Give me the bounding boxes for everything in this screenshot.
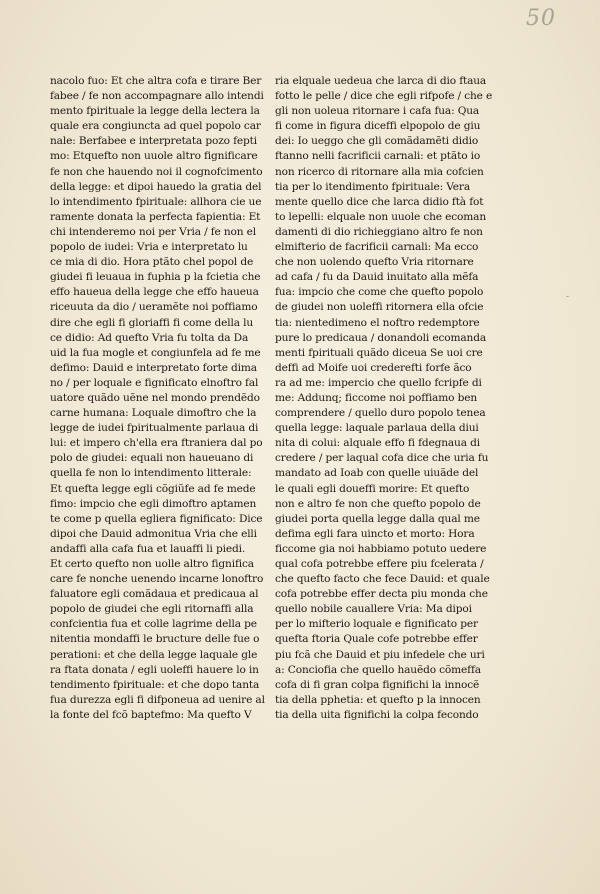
text-line: defimo: Dauid e interpretato forte dima bbox=[50, 361, 257, 374]
text-line: ria elquale uedeua che larca di dio ftaua bbox=[275, 75, 487, 87]
margin-mark: - bbox=[566, 292, 570, 302]
text-line: tia: nientedimeno el noftro redemptore bbox=[275, 316, 480, 329]
text-line: qual cofa potrebbe effere piu fcelerata / bbox=[275, 558, 484, 570]
text-line: deffi ad Moife uoi crederefti forfe ãco bbox=[275, 361, 472, 374]
text-line: Et quefta legge egli cõgiũfe ad fe mede bbox=[50, 482, 256, 495]
text-line: quella fe non lo intendimento litterale: bbox=[50, 467, 252, 480]
text-line: ftanno nelli facrificii carnali: et ptãto io bbox=[275, 150, 481, 163]
text-line: quale era congiuncta ad quel popolo car bbox=[50, 120, 261, 133]
text-line: defima egli fara uincto et morto: Hora bbox=[275, 527, 475, 540]
text-line: credere / per laqual cofa dice che uria fu bbox=[275, 452, 489, 465]
folio-number: 50 bbox=[526, 6, 556, 31]
text-line: popolo de iudei: Vria e interpretato lu bbox=[50, 241, 248, 254]
text-line: nale: Berfabee e interpretata pozo fepti bbox=[50, 135, 257, 148]
text-line: to lepelli: elquale non uuole che ecoman bbox=[275, 210, 487, 223]
text-column-right bbox=[275, 74, 503, 723]
text-line: giudei fi leuaua in fuphia p la fcietia che bbox=[50, 271, 261, 284]
text-line: della legge: et dipoi hauedo la gratia del bbox=[50, 180, 262, 193]
text-line: tia della uita fignifichi la colpa fecondo bbox=[275, 708, 479, 721]
text-line: quella legge: laquale parlaua della diui bbox=[275, 422, 479, 435]
text-line: mandato ad Ioab con quelle uiuãde del bbox=[275, 467, 479, 480]
text-line: uid la fua mogle et congiunfela ad fe me bbox=[50, 346, 261, 359]
text-line: ficcome gia noi habbiamo potuto uedere bbox=[275, 542, 487, 555]
text-line: la fonte del fcõ baptefmo: Ma quefto V bbox=[50, 708, 252, 721]
text-line: per lo mifterio loquale e fignificato per bbox=[275, 618, 478, 631]
text-line: damenti di dio richieggiano altro fe non bbox=[275, 225, 483, 238]
text-line: tendimento fpirituale: et che dopo tanta bbox=[50, 678, 260, 691]
text-line: fe non che hauendo noi il cognofcimento bbox=[50, 165, 263, 178]
text-line: effo haueua della legge che effo haueua bbox=[50, 286, 259, 299]
text-line: andaffi alla cafa fua et lauaffi li piedi. bbox=[50, 542, 246, 555]
text-line: fua: impcio che come che quefto popolo bbox=[275, 286, 484, 299]
text-line: comprendere / quello duro popolo tenea bbox=[275, 407, 486, 420]
text-line: le quali egli doueffi morire: Et quefto bbox=[275, 482, 470, 495]
text-line: gli non uoleua ritornare i cafa fua: Qua bbox=[275, 105, 480, 118]
text-line: perationi: et che della legge laquale gle bbox=[50, 648, 258, 661]
text-line: elmifterio de facrificii carnali: Ma ecco bbox=[275, 241, 479, 254]
text-line: dei: Io ueggo che gli comãdamẽti didio bbox=[275, 135, 479, 148]
text-line: te come p quella egliera fignificato: Dice bbox=[50, 512, 263, 525]
text-line: no / per loquale e fignificato elnoftro fal bbox=[50, 376, 259, 389]
text-line: nita di colui: alquale effo fi fdegnaua di bbox=[275, 437, 480, 450]
text-line: faluatore egli comãdaua et predicaua al bbox=[50, 588, 259, 601]
text-line: pure lo predicaua / donandoli ecomanda bbox=[275, 331, 487, 344]
text-line: fua durezza egli fi difponeua ad uenire al bbox=[50, 693, 265, 706]
text-line: tia della pphetia: et quefto p la innocen bbox=[275, 693, 481, 706]
text-line: fimo: impcio che egli dimoftro aptamen bbox=[50, 497, 257, 510]
text-line: lo intendimento fpirituale: allhora cie ue bbox=[50, 195, 262, 208]
text-line: carne humana: Loquale dimoftro che la bbox=[50, 407, 257, 420]
text-line: che quefto facto che fece Dauid: et quale bbox=[275, 573, 490, 586]
text-line: che non uolendo quefto Vria ritornare bbox=[275, 256, 474, 269]
text-line: fi come in figura diceffi elpopolo de giu bbox=[275, 120, 481, 133]
text-line: mente quello dice che larca didio ftà fot bbox=[275, 195, 484, 208]
text-line: polo de giudei: equali non haueuano di bbox=[50, 452, 254, 465]
text-line: piu fcã che Dauid et piu infedele che uri bbox=[275, 648, 485, 661]
text-line: confcientia fua et colle lagrime della pe bbox=[50, 618, 257, 631]
text-line: ad cafa / fu da Dauid inuitato alla mẽfa bbox=[275, 271, 479, 284]
text-line: ce didio: Ad quefto Vria fu tolta da Da bbox=[50, 331, 249, 344]
text-line: dire che egli fi gloriaffi fi come della lu bbox=[50, 316, 253, 329]
text-line: ce mia di dio. Hora ptãto chel popol de bbox=[50, 256, 254, 269]
text-line: tia per lo itendimento fpirituale: Vera bbox=[275, 180, 471, 193]
text-line: popolo de giudei che egli ritornaffi alla bbox=[50, 603, 254, 616]
text-line: mo: Etquefto non uuole altro fignificare bbox=[50, 150, 258, 163]
text-line: de giudei non uoleffi ritornera ella ofcie bbox=[275, 301, 484, 314]
text-line: lui: et impero ch'ella era ftraniera dal po bbox=[50, 437, 263, 450]
text-line: nacolo fuo: Et che altra cofa e tirare Ber bbox=[50, 75, 262, 87]
text-line: cofa potrebbe effer decta piu monda che bbox=[275, 588, 488, 601]
text-line: non e altro fe non che quefto popolo de bbox=[275, 497, 481, 510]
text-line: non ricerco di ritornare alla mia cofcien bbox=[275, 165, 484, 178]
text-line: ramente donata la perfecta fapientia: Et bbox=[50, 210, 261, 223]
text-line: ra ad me: impercio che quello fcripfe di bbox=[275, 376, 482, 389]
text-line: cofa di fi gran colpa fignifichi la innocẽ bbox=[275, 678, 480, 691]
text-line: uatore quãdo uẽne nel mondo prendẽdo bbox=[50, 391, 260, 404]
text-line: mento fpirituale la legge della lectera la bbox=[50, 105, 260, 118]
text-line: legge de iudei fpiritualmente parlaua di bbox=[50, 422, 259, 435]
text-line: dipoi che Dauid admonitua Vria che elli bbox=[50, 527, 257, 540]
text-line: giudei porta quella legge dalla qual me bbox=[275, 512, 480, 525]
text-line: me: Addunq; ficcome noi poffiamo ben bbox=[275, 391, 477, 404]
text-line: Et certo quefto non uolle altro fignifica bbox=[50, 558, 254, 570]
text-line: fabee / fe non accompagnare allo intendi bbox=[50, 90, 264, 103]
text-line: fotto le pelle / dice che egli rifpofe / che e bbox=[275, 90, 493, 103]
text-line: chi intenderemo noi per Vria / fe non el bbox=[50, 225, 257, 238]
text-line: quello nobile cauallere Vria: Ma dipoi bbox=[275, 603, 472, 616]
text-line: a: Conciofia che quello hauẽdo cõmeffa bbox=[275, 663, 481, 676]
text-line: care fe nonche uenendo incarne lonoftro bbox=[50, 573, 264, 586]
text-line: riceuuta da dio / ueramẽte noi poffiamo bbox=[50, 301, 258, 314]
text-line: quefta ftoria Quale cofe potrebbe effer bbox=[275, 633, 478, 646]
text-line: menti fpirituali quãdo diceua Se uoi cre bbox=[275, 346, 483, 359]
text-column-left bbox=[50, 74, 276, 723]
text-line: nitentia mondaffi le bructure delle fue o bbox=[50, 633, 260, 646]
text-line: ra ftata donata / egli uoleffi hauere lo in bbox=[50, 663, 259, 676]
